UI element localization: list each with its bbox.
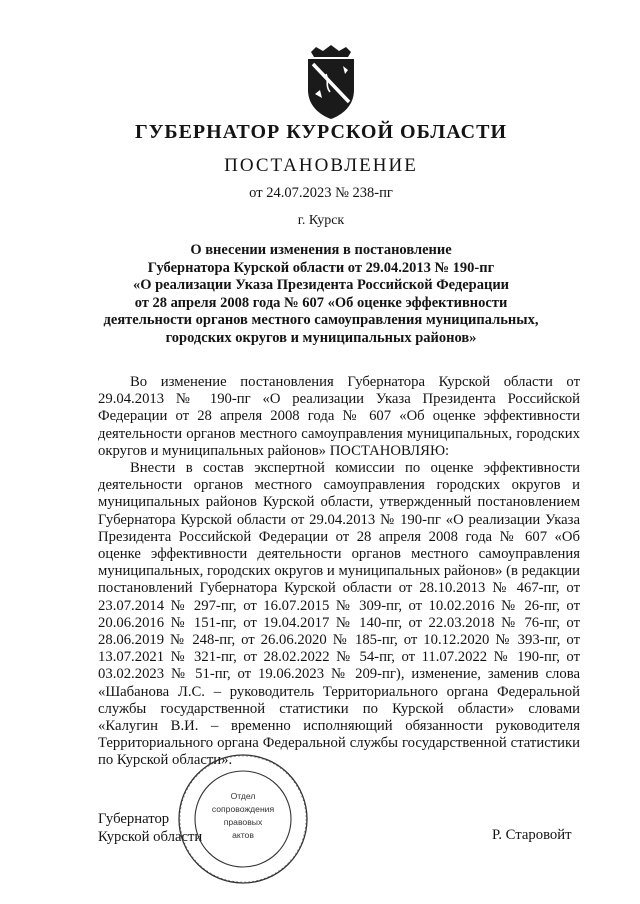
title-line: от 28 апреля 2008 года № 607 «Об оценке эффективности [134,294,508,311]
title-line: деятельности органов местного самоуправления муниципальных, [103,312,539,328]
signature-position-line: Губернатор [98,811,170,827]
coat-of-arms-icon [296,44,366,120]
paragraph-preamble: Во изменение постановления Губернатора Курской области от 29.04.2013 № 190-пг «О реализации Указа Президента Российской Федерации от 28 апреля 2008 года № 607 «Об оценке эффективности деятельности органов местного самоуправления муниципальных, городских округов и муниципальных районов» ПОСТАНОВЛЯЮ: [98,374,580,459]
title-line: городских округов и муниципальных районов» [165,329,477,346]
title-line: Губернатора Курской области от 29.04.2013 № 190-пг [147,259,495,276]
title-line: «О реализации Указа Президента Российской Федерации [132,277,510,293]
signature-name: Р. Старовойт [492,827,572,843]
city: г. Курск [297,213,345,228]
signature-position-line: Курской области [98,828,203,845]
svg-text:правовых: правовых [223,817,263,827]
svg-text:сопровождения: сопровождения [211,804,275,814]
document-title [60,242,582,347]
document-type: ПОСТАНОВЛЕНИЕ [224,155,418,176]
issuer-heading: ГУБЕРНАТОР КУРСКОЙ ОБЛАСТИ [134,121,508,143]
seal-stamp-icon [174,750,312,888]
svg-text:актов: актов [232,830,254,840]
title-line: О внесении изменения в постановление [190,242,452,258]
paragraph-decree: Внести в состав экспертной комиссии по оценке эффективности деятельности органов местного самоуправления городских округов и муниципальных районов Курской области, утвержденный постановлением Губернатора Курской области от 29.04.2013 № 190-пг «О реализации Указа Президента Российской Федерации от 28 апреля 2008 года № 607 «Об оценке эффективности деятельности органов местного самоуправления муниципальных, городских округов и муниципальных районов» (в редакции постановлений Губернатора Курской области от 28.10.2013 № 467-пг, от 23.07.2014 № 297-пг, от 16.07.2015 № 309-пг, от 10.02.2016 № 26-пг, от 20.06.2016 № 151-пг, от 19.04.2017 № 140-пг, от 22.03.2018 № 76-пг, от 28.06.2019 № 248-пг, от 26.06.2020 № 185-пг, от 10.12.2020 № 393-пг, от 13.07.2021 № 321-пг, от 28.02.2022 № 54-пг, от 11.07.2022 № 190-пг, от 03.02.2023 № 51-пг, от 19.06.2023 № 209-пг), изменение, заменив слова «Шабанова Л.С. – руководитель Территориального органа Федеральной службы государственной статистики по Курской области» словами «Калугин В.И. – временно исполняющий обязанности руководителя Территориального органа Федеральной службы государственной статистики по Курской области». [98,460,580,769]
document-body [98,374,580,770]
date-number: от 24.07.2023 № 238-пг [249,185,393,201]
svg-text:Отдел: Отдел [230,791,256,801]
